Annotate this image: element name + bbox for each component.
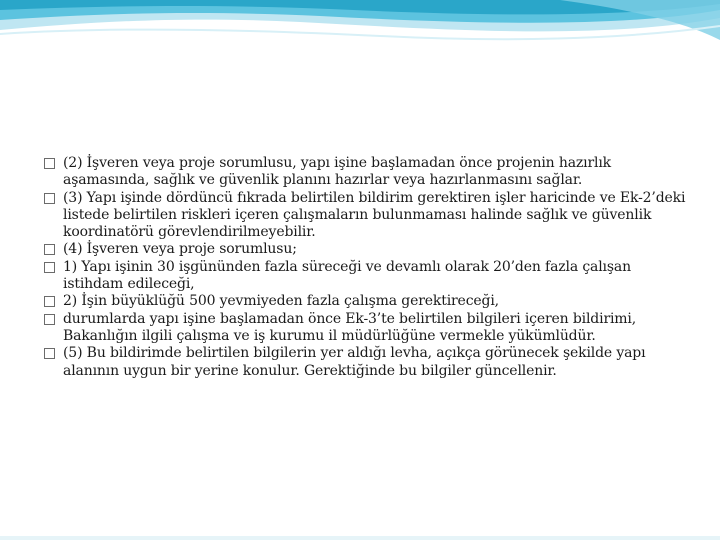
list-item bbox=[44, 293, 694, 310]
square-bullet-icon bbox=[44, 348, 55, 359]
square-bullet-icon bbox=[44, 244, 55, 255]
list-item bbox=[44, 345, 694, 380]
bullet-list bbox=[44, 155, 694, 380]
footer-decoration bbox=[0, 528, 720, 540]
list-item-text: 1) Yapı işinin 30 işgününden fazla süreceği ve devamlı olarak 20’den fazla çalışan istihdam edileceği, bbox=[63, 258, 631, 293]
list-item bbox=[44, 155, 694, 190]
square-bullet-icon bbox=[44, 262, 55, 273]
list-item bbox=[44, 241, 694, 258]
square-bullet-icon bbox=[44, 158, 55, 169]
list-item bbox=[44, 259, 694, 294]
list-item-text: durumlarda yapı işine başlamadan önce Ek-3’te belirtilen bilgileri içeren bildirimi, Bakanlığın ilgili çalışma ve iş kurumu il müdürlüğüne vermekle yükümlüdür. bbox=[63, 310, 637, 344]
list-item-text: (3) Yapı işinde dördüncü fıkrada belirtilen bildirim gerektiren işler haricinde ve Ek-2’deki listede belirtilen riskleri içeren çalışmaların bulunmaması halinde sağlık ve güvenlik koordinatörü görevlendirilmeyebilir. bbox=[63, 189, 686, 241]
header-wave-decoration bbox=[0, 0, 720, 80]
square-bullet-icon bbox=[44, 296, 55, 307]
list-item-text: (2) İşveren veya proje sorumlusu, yapı işine başlamadan önce projenin hazırlık aşamasında, sağlık ve güvenlik planını hazırlar veya hazırlanmasını sağlar. bbox=[63, 155, 611, 189]
list-item bbox=[44, 311, 694, 346]
list-item-text: (4) İşveren veya proje sorumlusu; bbox=[63, 241, 297, 258]
square-bullet-icon bbox=[44, 314, 55, 325]
list-item-text: (5) Bu bildirimde belirtilen bilgilerin yer aldığı levha, açıkça görünecek şekilde yapı alanının uygun bir yerine konulur. Gerektiğinde bu bilgiler güncellenir. bbox=[63, 345, 646, 379]
list-item-text: 2) İşin büyüklüğü 500 yevmiyeden fazla çalışma gerektireceği, bbox=[63, 293, 499, 310]
list-item bbox=[44, 190, 694, 242]
square-bullet-icon bbox=[44, 193, 55, 204]
